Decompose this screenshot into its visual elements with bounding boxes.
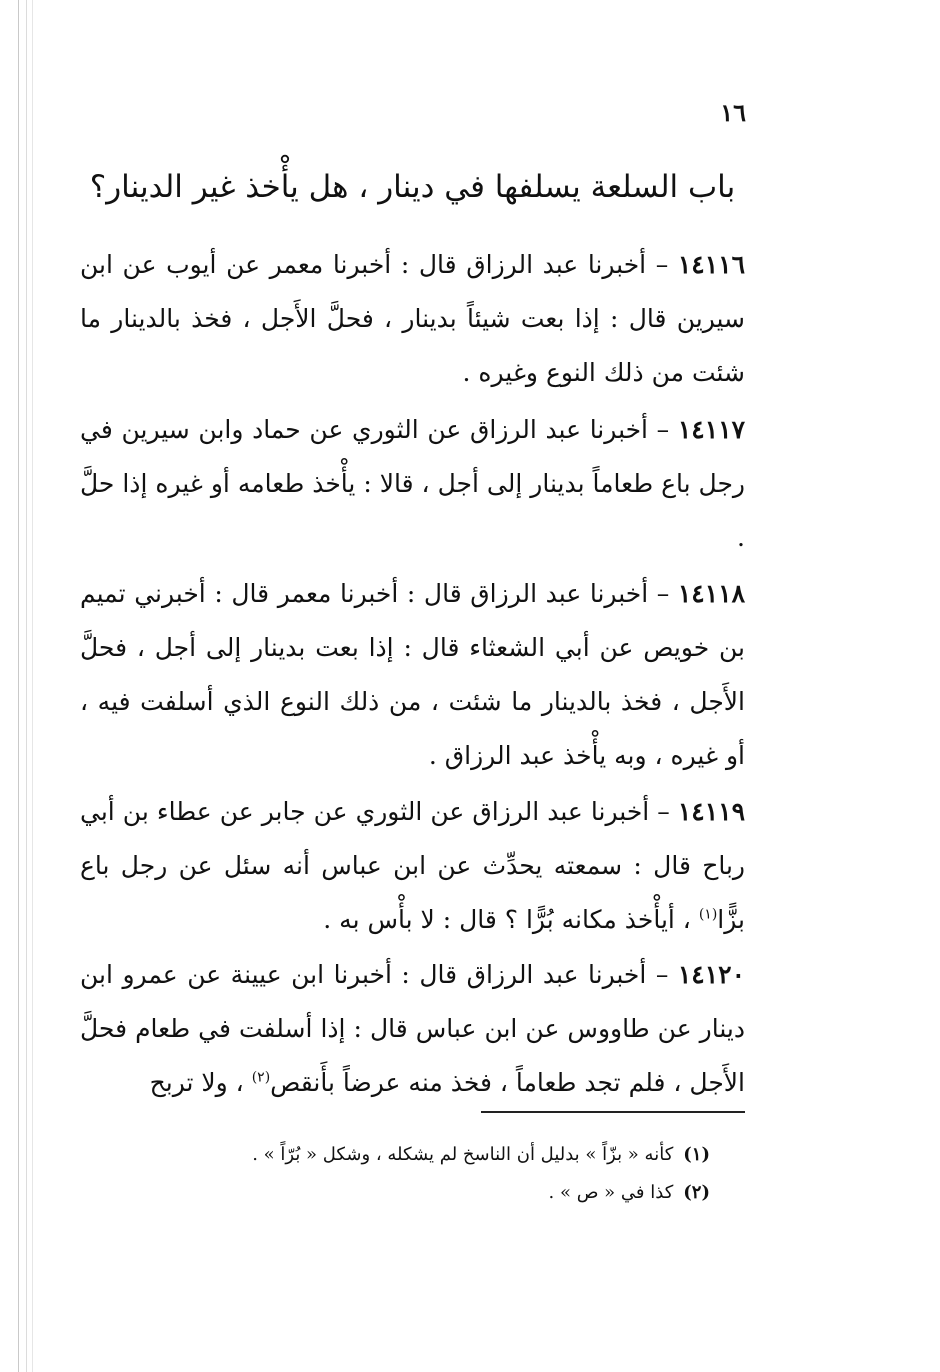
hadith-entry [80,567,745,783]
page-number: ١٦ [720,98,746,127]
hadith-number: ١٤١١٩ [677,797,745,826]
footnote [200,1136,710,1174]
footnote-number: (٢) [683,1182,710,1203]
binding-line [18,0,19,1372]
binding-line [32,0,33,1372]
chapter-title: باب السلعة يسلفها في دينار ، هل يأْخذ غير الدينار؟ [89,169,736,205]
hadith-text: – أخبرنا عبد الرزاق عن الثوري عن حماد وابن سيرين في رجل باع طعاماً بدينار إلى أجل ، قالا : يأْخذ طعامه أو غيره إذا حلَّ . [80,415,745,552]
hadith-text: – أخبرنا عبد الرزاق قال : أخبرنا معمر عن أيوب عن ابن سيرين قال : إذا بعت شيئاً بدينار ، فحلَّ الأَجل ، فخذ بالدينار ما شئت من ذلك النوع وغيره . [80,250,745,387]
footnote-reference[interactable]: (١) [698,906,718,923]
binding-line [26,0,27,1372]
hadith-number: ١٤١١٨ [677,579,745,608]
footnote [200,1174,710,1212]
footnote-divider [481,1111,745,1113]
hadith-entry [80,403,745,565]
hadith-number: ١٤١٢٠ [677,960,745,989]
hadith-text: ، أيأْخذ مكانه بُرًّا ؟ قال : لا بأْس به . [323,905,699,934]
hadith-number: ١٤١١٧ [677,415,745,444]
hadith-entry [80,948,745,1110]
hadith-text: – أخبرنا عبد الرزاق عن الثوري عن جابر عن عطاء بن أبي رباح قال : سمعته يحدِّث عن ابن عباس أنه سئل عن رجل باع بزًّا [80,797,745,934]
hadith-entry [80,238,745,400]
hadith-text: – أخبرنا عبد الرزاق قال : أخبرنا معمر قال : أخبرني تميم بن خويص عن أبي الشعثاء قال : إذا بعت بدينار إلى أجل ، فحلَّ الأَجل ، فخذ بالدينار ما شئت ، من ذلك النوع الذي أسلفت فيه ، أو غيره ، وبه يأْخذ عبد الرزاق . [80,579,745,770]
footnote-number: (١) [683,1144,710,1165]
footnote-reference[interactable]: (٢) [251,1069,271,1086]
hadith-text: ، ولا تربح [149,1068,252,1097]
footnote-text: كذا في « ص » . [548,1182,674,1203]
hadith-text: – أخبرنا عبد الرزاق قال : أخبرنا ابن عيينة عن عمرو ابن دينار عن طاووس عن ابن عباس قال : إذا أسلفت في طعام فحلَّ الأَجل ، فلم تجد طعاماً ، فخذ منه عرضاً بأَنقص [80,960,745,1097]
hadith-entry [80,785,745,947]
footnote-text: كأنه « بزّاً » بدليل أن الناسخ لم يشكله ، وشكل « بُرّاً » . [252,1144,674,1165]
footnotes [200,1136,710,1212]
hadith-number: ١٤١١٦ [677,250,745,279]
